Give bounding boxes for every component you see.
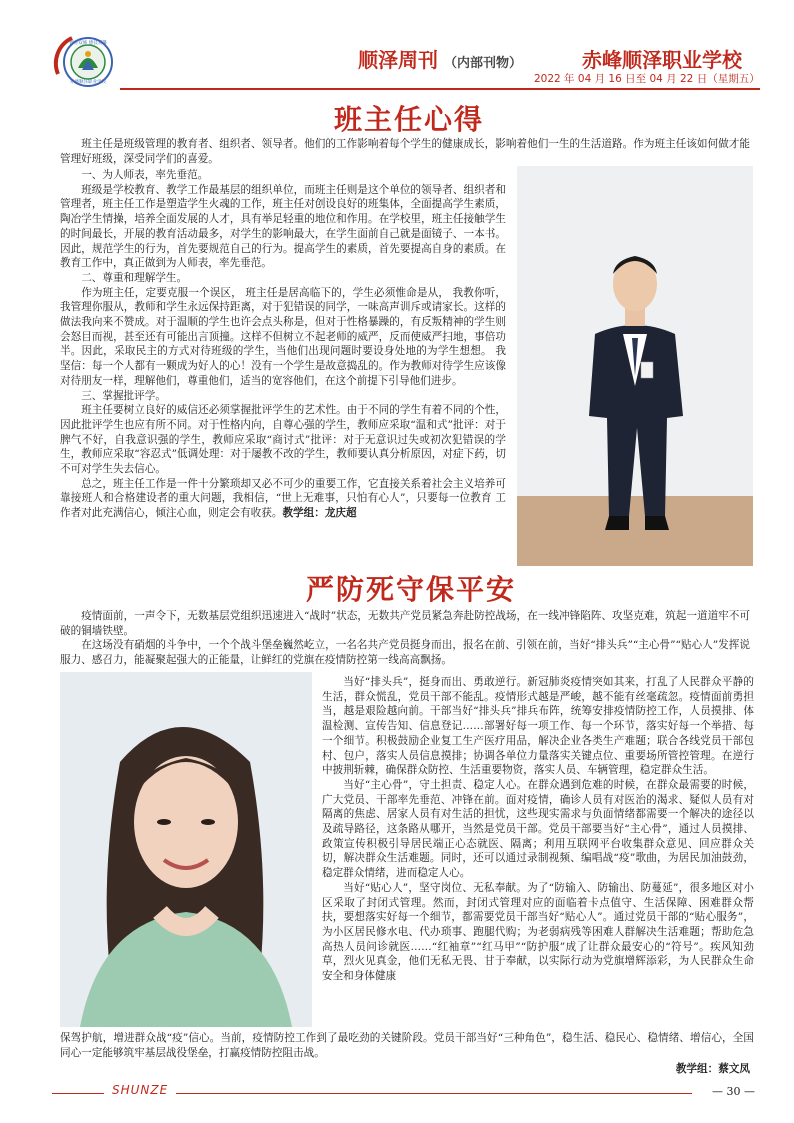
article1-paragraph: 班级是学校教育、教学工作最基层的组织单位，而班主任则是这个单位的领导者、组织者和管理者，班主任工作是塑造学生火魂的工作，班主任对创设良好的班集体，全面提高学生素质，陶冶学生情操，培养全面发展的人才，具有举足轻重的地位和作用。在学校里，班主任接触学生的时间最长，开展的教育活动最多，对学生的影响最大，在学生面前自己就是面镜子、一本书。 因此，规范学生的行为，首先要规范自己的行为。提高学生的素质，首先要提高自身的素质。在教育工作中，真正做到为人师表，率先垂范。 <box>60 183 506 270</box>
article2-intro <box>60 609 750 668</box>
publication-name: 顺泽周刊 <box>358 48 438 72</box>
article1-conclusion <box>60 477 506 521</box>
article2-paragraph: 保驾护航，增进群众战“疫”信心。当前，疫情防控工作到了最吃劲的关键阶段。党员干部当好“三种角色”，稳生活、稳民心、稳情绪、增信心，全国同心一定能够筑牢基层战役堡垒，打赢疫情防控阻击战。 <box>60 1032 754 1059</box>
article2-title: 严防死守保平安 <box>306 573 517 606</box>
article1-intro <box>60 137 750 166</box>
logo-ring-text: 赤峰顺泽职业学校 <box>70 80 106 85</box>
article2-photo <box>60 672 312 1027</box>
article1-heading-3: 三、掌握批评学。 <box>81 389 166 402</box>
article2-body <box>322 675 754 984</box>
header-divider <box>120 88 760 90</box>
footer-brand: SHUNZE <box>104 1083 176 1097</box>
page-number: — 30 — <box>712 1085 755 1098</box>
article2-paragraph: 当好“主心骨”，守土担责、稳定人心。在群众遇到危难的时候，在群众最需要的时候，广大党员、干部率先垂范、冲锋在前。面对疫情，确诊人员有对医治的渴求、疑似人员有对隔离的焦虑、居家人员有对生活的担忧，这些现实需求与负面情绪都需要一个解决的途径以及疏导路径，这条路从哪开，当然是党员干部。党员干部要当好“主心骨”，通过人员摸排、政策宣传积极引导居民端正心态就医、隔离；利用互联网平台收集群众意见、回应群众关切，解决群众生活难题。同时，还可以通过录制视频、编唱战“疫”歌曲，为居民加油鼓劲，稳定群众情绪，进而稳定人心。 <box>322 778 754 880</box>
article1-intro-paragraph: 班主任是班级管理的教育者、组织者、领导者。他们的工作影响着每个学生的健康成长，影响着他们一生的生活道路。作为班主任该如何做才能管理好班级，深受同学们的喜爱。 <box>60 138 750 165</box>
article2-paragraph: 当好“排头兵”，挺身而出、勇敢逆行。新冠肺炎疫情突如其来，打乱了人民群众平静的生活，群众慌乱，党员干部不能乱。疫情形式越是严峻，越不能有丝毫疏忽。疫情面前勇担当，越是艰险越向前。干部当好“排头兵”排兵布阵，统筹安排疫情防控工作，人员摸排、体温检测、宣传告知、信息登记……部署好每一项工作、每一个环节，落实好每一个举措、每一个细节。积极鼓励企业复工生产医疗用品，解决企业各类生产难题；联合各线党员干部包村、包户，落实人员信息摸排；协调各单位力量落实关键点位、重要场所管控管理。在逆行中披荆斩棘，确保群众防控、生活重要物资，落实人员、车辆管理，稳定群众生活。 <box>322 676 754 777</box>
article2-byline: 教学组：蔡文凤 <box>675 1063 750 1075</box>
article1-body <box>60 168 506 521</box>
article1-title: 班主任心得 <box>334 103 485 136</box>
article1-conclusion-text: 总之，班主任工作是一件十分繁琐却又必不可少的重要工作，它直接关系着社会主义培养可靠接班人和合格建设者的重大问题，我相信，“世上无难事，只怕有心人”，只要每一位教育 工作者对此充满信心，倾注心血，则定会有收获。 <box>60 477 506 520</box>
article1-paragraph: 作为班主任，定要克服一个误区， 班主任是居高临下的，学生必须惟命是从， 我教你听，我管理你服从，教师和学生永远保持距离，对于犯错误的同学，一味高声训斥或请家长。这样的做法我向来不赞成。对于温顺的学生也许会点头称是，但对于性格暴躁的，有反叛精神的学生则会怒目而视，甚至还有可能出言顶撞。这样不但树立不起老师的威严，反而使威严扫地，事倍功半。因此，采取民主的方式对待班级的学生，当他们出现问题时要设身处地的为学生想想。 我坚信：每一个人都有一颗成为好人的心！没有一个学生是故意捣乱的。作为教师对待学生应该像对待朋友一样，理解他们，尊重他们，适当的宽容他们，在这个前提下引导他们进步。 <box>60 286 506 387</box>
article2-paragraph: 疫情面前，一声令下，无数基层党组织迅速进入“战时”状态，无数共产党员紧急奔赴防控战场，在一线冲锋陷阵、攻坚克难，筑起一道道牢不可破的铜墙铁壁。 <box>60 610 750 637</box>
article1-byline: 教学组：龙庆超 <box>282 507 357 520</box>
article2-paragraph: 当好“贴心人”，坚守岗位、无私奉献。为了“防输入、防输出、防蔓延”，很多地区对小区采取了封闭式管理。然而，封闭式管理对应的面临着卡点值守、生活保障、困难群众帮扶，要想落实好每一个细节，都需要党员干部当好“贴心人”。通过党员干部的“贴心服务”，为小区居民修水电、代办琐事、跑腿代购；为老弱病残等困难人群解决生活难题；帮助危急高热人员问诊就医……“红袖章”“红马甲”“防护服”成了让群众最安心的“符号”。疾风知劲草，烈火见真金，他们无私无畏、甘于奉献，以实际行动为党旗增辉添彩，为人民群众生命安全和身体健康 <box>322 881 754 983</box>
school-name: 赤峰顺泽职业学校 <box>582 48 742 72</box>
article2-paragraph: 在这场没有硝烟的斗争中，一个个战斗堡垒巍然屹立，一名名共产党员挺身而出，报名在前、引领在前，当好“排头兵”“主心骨”“贴心人”发挥说服力、感召力，能凝聚起强大的正能量，让鲜红的党旗在疫情防控第一线高高飘扬。 <box>60 639 750 667</box>
article1-paragraph: 班主任要树立良好的威信还必须掌握批评学生的艺术性。由于不同的学生有着不同的个性，因此批评学生也应有所不同。对于性格内向，自尊心强的学生，教师应采取“温和式”批评：对于脾气不好，自我意识强的学生，教师应采取“商讨式”批评：对于无意识过失或初次犯错误的学生，教师应采取“容忍式”低调处理：对于屡教不改的学生，教师要认真分析原因，对症下药，切不可对学生失去信心。 <box>60 404 506 476</box>
issue-date-range: 2022 年 04 月 16 日至 04 月 22 日（星期五） <box>534 73 760 85</box>
logo-top-text: 德育双修 德技双馨 <box>69 41 107 46</box>
article1-heading-2: 二、尊重和理解学生。 <box>81 271 188 284</box>
publication-title <box>358 44 522 73</box>
teacher-portrait-male <box>517 166 753 566</box>
article1-photo <box>517 166 753 566</box>
teacher-portrait-female <box>60 672 312 1027</box>
school-emblem-icon <box>52 30 116 94</box>
school-logo <box>52 30 116 94</box>
article2-conclusion <box>60 1031 754 1060</box>
article1-heading-1: 一、为人师表，率先垂范。 <box>81 169 209 181</box>
publication-note: （内部刊物） <box>444 56 523 71</box>
